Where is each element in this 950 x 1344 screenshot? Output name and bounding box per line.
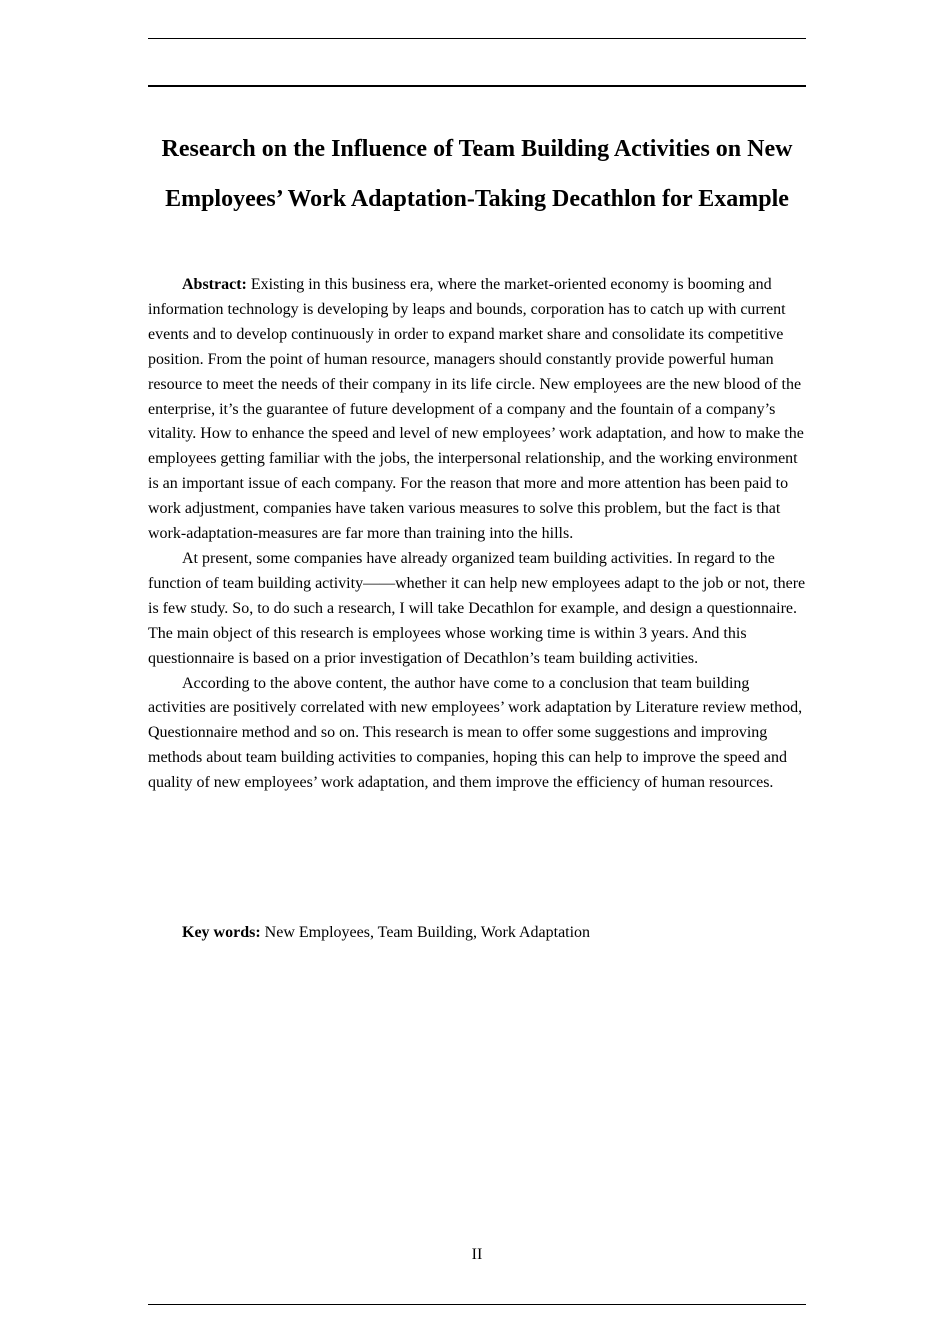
abstract-paragraph-1-text: Existing in this business era, where the market-oriented economy is booming and information technology is developing by leaps and bounds, corporation has to catch up with current events and to develop continuously in order to expand market share and consolidate its competitive position. From the point of human resource, managers should constantly provide powerful human resource to meet the needs of their company in its life circle. New employees are the new blood of the enterprise, it’s the guarantee of future development of a company and the fountain of a company’s vitality. How to enhance the speed and level of new employees’ work adaptation, and how to make the employees getting familiar with the jobs, the interpersonal relationship, and the working environment is an important issue of each company. For the reason that more and more attention has been paid to work adjustment, companies have taken various measures to solve this problem, but the fact is that work-adaptation-measures are far more than training into the hills. (148, 276, 804, 543)
keywords-text: New Employees, Team Building, Work Adaptation (260, 924, 591, 941)
abstract-label: Abstract: (182, 276, 247, 293)
title-line-1: Research on the Influence of Team Building Activities on New (161, 136, 793, 162)
document-title (148, 124, 806, 224)
page-number: II (471, 1246, 483, 1263)
keywords-line (148, 921, 806, 946)
footer-rule (148, 1304, 806, 1305)
header-thin-rule (148, 38, 806, 39)
abstract-paragraph-3: According to the above content, the author have come to a conclusion that team building activities are positively correlated with new employees’ work adaptation by Literature review method, Questionnaire method and so on. This research is mean to offer some suggestions and improving methods about team building activities to companies, hoping this can help to improve the speed and quality of new employees’ work adaptation, and them improve the efficiency of human resources. (148, 674, 803, 792)
title-line-2: Employees’ Work Adaptation-Taking Decathlon for Example (165, 186, 789, 212)
abstract-section (148, 273, 808, 796)
header-thick-rule (148, 85, 806, 87)
abstract-paragraph-1 (148, 273, 808, 547)
abstract-paragraph-2: At present, some companies have already organized team building activities. In regard to the function of team building activity——whether it can help new employees adapt to the job or not, there is few study. So, to do such a research, I will take Decathlon for example, and design a questionnaire. The main object of this research is employees whose working time is within 3 years. And this questionnaire is based on a prior investigation of Decathlon’s team building activities. (148, 549, 806, 667)
keywords-label: Key words: (182, 924, 261, 941)
